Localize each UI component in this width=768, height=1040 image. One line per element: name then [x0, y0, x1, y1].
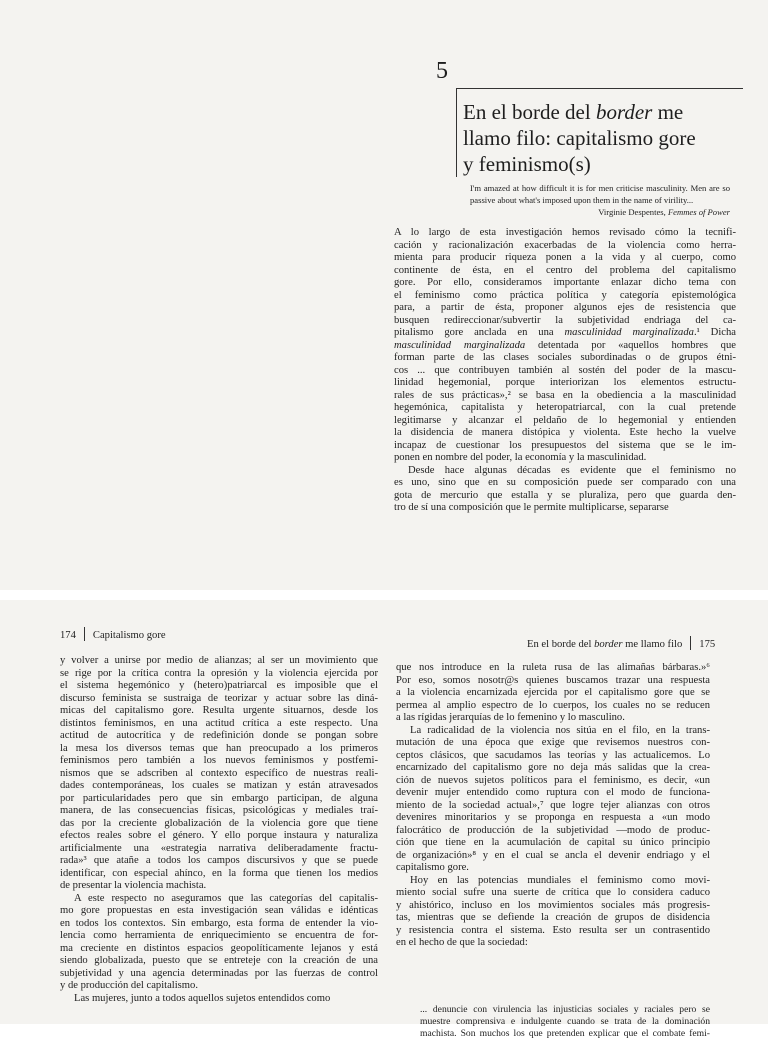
chapter-title [456, 88, 743, 177]
text-line: y de producción del capitalismo. [60, 980, 198, 991]
text-line: incapaz de cuestionar los presupuestos del sistema que se le im- [394, 439, 736, 451]
text-line: ma creciente en distintos espacios geopolíticamente lejanos y está [60, 942, 378, 954]
running-head-divider [690, 636, 691, 650]
text-line: Hoy en las potencias mundiales el feminismo como movi- [410, 874, 710, 886]
chapter-title-line: y feminismo(s) [463, 152, 591, 176]
text-line: discurso feminista se sustraiga de teorizar y actuar sobre las diná- [60, 692, 378, 704]
text-line: mutación de una época que exige que revisemos nuestros con- [396, 737, 710, 748]
text-line: Desde hace algunas décadas es evidente que el feminismo no [408, 464, 736, 476]
text-line: el sistema hegemónico y (hetero)patriarcal es imposible que el [60, 680, 378, 691]
text-line: rales de sus prácticas»,² se basa en la obediencia a la masculinidad [394, 389, 736, 401]
page-number: 174 [60, 630, 76, 641]
text-line: das por la creciente globalización de la violencia gore que tiene [60, 817, 378, 829]
text-line: identificar, con especial ahínco, en la forma que tienen los medios [60, 867, 378, 879]
text-line: en todos los contextos. Sin embargo, esta forma de entender la vio- [60, 917, 378, 929]
text-line: muestre comprensiva e indulgente cuando se trata de la dominación [420, 1016, 710, 1027]
text-line: siendo globalizada, puesto que se entreteje con la creación de una [60, 955, 378, 966]
text-line: dades contemporáneas, los cuales se matizan y están atravesados [60, 780, 378, 791]
text-line: legitimarse y alcanzar el peldaño de lo hegemonial y entienden [394, 414, 736, 426]
text-line: micas del capitalismo gore. Resulta urgente situarnos, desde los [60, 705, 378, 716]
text-line: manera, de las consecuencias físicas, psicológicas y mediales traí- [60, 805, 378, 816]
text-line: masculinidad marginalizada detentada por «aquellos hombres que [394, 339, 736, 351]
title-text: En el borde del [463, 100, 596, 124]
text-line: A lo largo de esta investigación hemos revisado cómo la tecnifi- [394, 227, 736, 238]
text-line: devenir mujer entendido como ruptura con el modo de funciona- [396, 787, 710, 798]
text-line: efectos reales sobre el género. Y ello porque instaura y naturaliza [60, 830, 378, 841]
epigraph-author: Virginie Despentes, [598, 207, 668, 217]
chapter-number: 5 [436, 58, 449, 84]
epigraph-work: Femmes of Power [667, 207, 730, 217]
text-line: pitalismo gore anclada en una masculinidad marginalizada.¹ Dicha [394, 327, 736, 338]
text-line: subjetividad y una agencia determinadas por las fuerzas de control [60, 967, 378, 979]
text-line: a las rígidas jerarquías de lo femenino y lo masculino. [396, 712, 625, 723]
text-line: y resistencia contra el sistema. Esto resulta ser un contrasentido [396, 924, 710, 936]
text-line: tro de sí una composición que le permite multiplicarse, separarse [394, 502, 669, 513]
text-line: falocrático de producción de la subjetividad —modo de produc- [396, 824, 710, 836]
text-line: gota de mercurio que estalla y se pluraliza, pero que guarda den- [394, 489, 736, 501]
text-line: de presentar la violencia machista. [60, 880, 207, 891]
left-body-text [60, 655, 378, 1005]
text-line: encarnizado del capitalismo gore no deja más salidas que la crea- [396, 762, 710, 773]
text-line: permea al amplio espectro de lo cuerpos, los cuales no se reducen [396, 699, 710, 711]
epigraph-source [470, 206, 730, 218]
text-line: cación y racionalización exacerbadas de la violencia como herra- [394, 239, 736, 251]
text-line: artificialmente una «estrategia narrativa deliberadamente fractu- [60, 842, 378, 854]
text-line: continente de ésta, en el centro del problema del capitalismo [394, 264, 736, 276]
page-number: 175 [699, 639, 716, 650]
text-line: ción de nuevos sujetos políticos para el feminismo, es decir, «un [396, 774, 710, 786]
title-text: me [652, 100, 684, 124]
text-line: mienta para producir riqueza ponen a la vida y al cuerpo, como [394, 252, 736, 263]
text-line: en el hecho de que la sociedad: [396, 937, 528, 948]
text-line: ción que tiene en la acumulación de capital su único principio [396, 837, 710, 848]
chapter-title-line [463, 99, 743, 125]
text-line: de organización»⁸ y en el cual se ancla el devenir endriago y el [396, 849, 710, 861]
text-line: hegemónica, capitalista y heteropatriarcal, con la cual pretende [394, 402, 736, 413]
text-line: la mesa los diversos temas que han preocupado a los primeros [60, 742, 378, 754]
running-head-right [527, 636, 715, 650]
chapter-title-line: llamo filo: capitalismo gore [463, 126, 696, 150]
text-line: miento social sufre una suerte de crítica que lo considera caduco [396, 887, 710, 898]
text-line: distintos feminismos, en una actitud crítica a este respecto. Una [60, 717, 378, 729]
block-quote [420, 1004, 710, 1040]
running-head-divider [84, 627, 85, 641]
text-line: ceptos clásicos, que sacudamos las teorías y las actualicemos. Lo [396, 749, 710, 761]
text-line: la disidencia de manera distópica y violenta. Este hecho la vuelve [394, 427, 736, 438]
text-line: miento de la sociedad actual»,⁷ que logre tejer alianzas con otros [396, 799, 710, 811]
text-line: mo gore propuestas en esta investigación sean válidas e idénticas [60, 905, 378, 916]
text-line: busquen redireccionar/subvertir la subjetividad endriaga del ca- [394, 314, 736, 326]
text-line: rada»³ que atañe a todos los campos discursivos y que se puede [60, 855, 378, 866]
running-head-left [60, 627, 166, 641]
text-line: La radicalidad de la violencia nos sitúa en el filo, en la trans- [410, 724, 710, 736]
top-body-text [394, 227, 736, 515]
text-line: para, a partir de ésta, proponer algunos ejes de resistencia que [394, 302, 736, 313]
text-line: devenires minoritarios y se proponga en respuesta a «un modo [396, 812, 710, 823]
text-line: tas, mientras que se defiende la creación de grupos de disidencia [396, 912, 710, 923]
text-line: Las mujeres, junto a todos aquellos sujetos entendidos como [74, 992, 331, 1004]
text-line: gore. Por ello, consideramos importante enlazar dicho tema con [394, 277, 736, 288]
right-body-text [396, 662, 710, 950]
text-line: capitalismo gore. [396, 862, 469, 873]
text-line: linidad hegemonial, porque interiorizan los elementos estructu- [394, 377, 736, 388]
text-line: nismos que se adscriben al contexto específico de nuestras reali- [60, 767, 378, 779]
text-line: a la violencia encarnizada ejercida por el capitalismo gore que se [396, 687, 710, 698]
text-line: Por eso, somos nosotr@s quienes buscamos trazar una respuesta [396, 674, 710, 686]
text-line: y volver a unirse por medio de alianzas; al ser un movimiento que [60, 655, 378, 666]
page-gap [0, 590, 768, 600]
text-line: ... denuncie con virulencia las injusticias sociales y raciales pero se [420, 1004, 710, 1015]
text-line: cos ... que contribuyen también al sostén del poder de la mascu- [394, 364, 736, 376]
text-line: actitud de autocrítica y de redefinición donde se pongan sobre [60, 730, 378, 741]
title-italic-text: border [595, 100, 653, 124]
text-line: y ahistórico, incluso en los movimientos sociales más progresis- [396, 899, 710, 911]
epigraph [470, 182, 730, 218]
epigraph-text: I'm amazed at how difficult it is for men criticise masculinity. Men are so passive about what's imposed upon them in the name of virility... [470, 183, 730, 205]
text-line: por particularidades pero que sin embargo participan, de alguna [60, 792, 378, 804]
text-line: es uno, sino que en su composición puede ser comparado con una [394, 477, 736, 488]
text-line: forman parte de las clases sociales subordinadas o de grupos étni- [394, 352, 736, 363]
text-line: lencia como herramienta de enriquecimiento se encuentra de for- [60, 930, 378, 941]
running-head-title: me llamo filo [622, 639, 683, 650]
text-line: ponen en nombre del poder, la economía y la masculinidad. [394, 452, 647, 463]
running-head-title: En el borde del [527, 639, 595, 650]
running-head-title-italic: border [594, 639, 623, 650]
running-head-title: Capitalismo gore [92, 630, 166, 641]
text-line: feminismos pero también a los nuevos feminismos y postfemi- [60, 755, 378, 766]
text-line: A este respecto no aseguramos que las categorías del capitalis- [74, 892, 378, 904]
text-line: el feminismo como práctica política y categoría epistemológica [394, 289, 736, 301]
text-line: machista. Son muchos los que pretenden explicar que el combate femi- [420, 1028, 710, 1039]
text-line: se rige por la crítica contra la opresión y la violencia ejercida por [60, 667, 378, 679]
text-line: que nos introduce en la ruleta rusa de las alimañas bárbaras.»⁶ [396, 662, 710, 673]
